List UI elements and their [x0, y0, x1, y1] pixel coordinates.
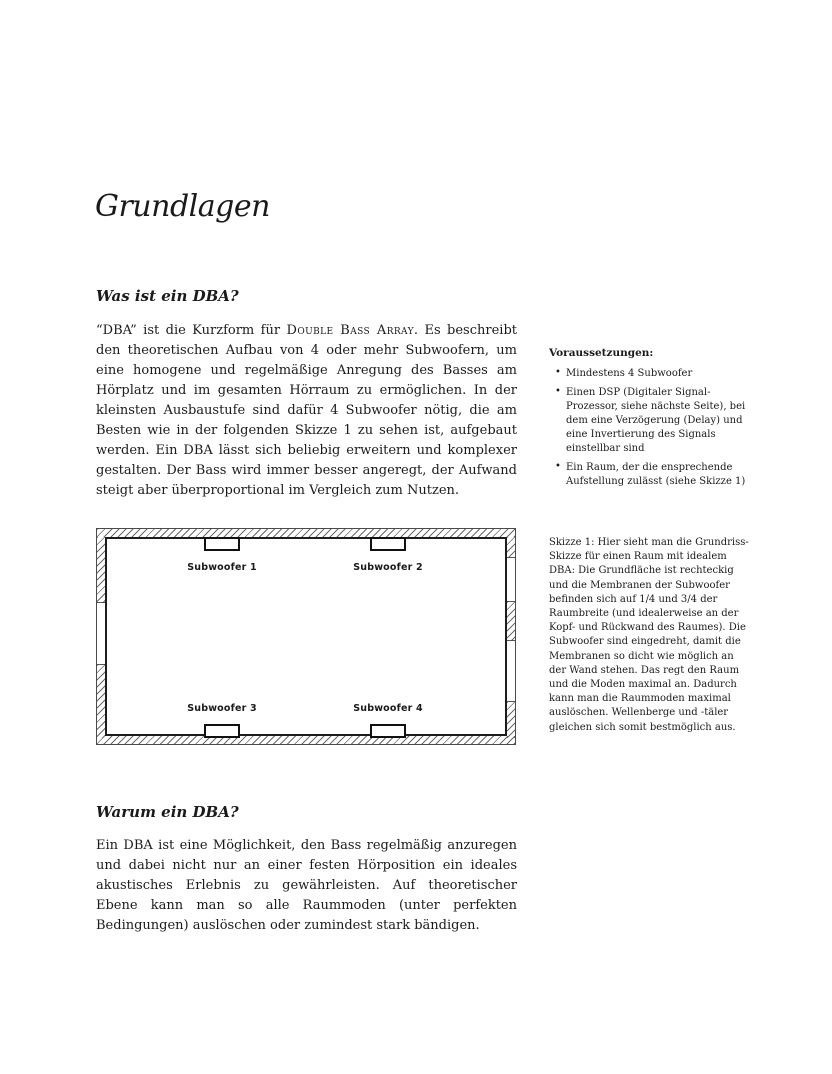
paragraph-1-smallcaps-term: Double Bass Array — [286, 323, 414, 338]
requirement-item-text: Einen DSP (Digitaler Signal-Prozessor, siehe nächste Seite), bei dem eine Verzögerung (Delay) und eine Invertierung des Signals einstellbar sind — [566, 387, 746, 454]
margin-note-requirements — [549, 346, 751, 494]
paragraph-1-text-before: “DBA” ist die Kurzform für — [96, 323, 287, 338]
requirement-item — [549, 461, 751, 489]
paragraph-1-text-after: . Es beschreibt den theoretischen Aufbau von 4 oder mehr Subwoofern, um eine homogene und regelmäßige Anregung des Basses am Hörplatz und im gesamten Hörraum zu ermöglichen. In der kleinsten Ausbaustufe sind dafür 4 Subwoofer nötig, die am Besten wie in der folgenden Skizze 1 zu sehen ist, aufgebaut werden. Ein DBA lässt sich beliebig erweitern und komplexer gestalten. Der Bass wird immer besser angeregt, der Aufwand steigt aber überproportional im Vergleich zum Nutzen. — [96, 323, 517, 498]
bullet-icon: • — [555, 461, 561, 472]
room-wall-left-hatch-lower — [97, 664, 105, 738]
subwoofer-4-box — [370, 724, 406, 738]
subwoofer-2-box — [370, 537, 406, 551]
requirements-heading: Voraussetzungen: — [549, 347, 654, 359]
subwoofer-1-label: Subwoofer 1 — [187, 562, 257, 573]
bullet-icon: • — [555, 386, 561, 397]
subwoofer-4-label: Subwoofer 4 — [353, 703, 423, 714]
room-interior — [105, 537, 507, 736]
room-wall-right-hatch-lower — [507, 701, 515, 738]
requirement-item-text: Ein Raum, der die ensprechende Aufstellung zulässt (siehe Skizze 1) — [566, 462, 746, 487]
section-heading-was-ist-ein-dba: Was ist ein DBA? — [96, 287, 239, 305]
section-heading-warum-ein-dba: Warum ein DBA? — [96, 803, 239, 821]
body-paragraph-1 — [96, 321, 517, 501]
requirement-item — [549, 367, 751, 381]
requirement-item — [549, 386, 751, 456]
subwoofer-2-label: Subwoofer 2 — [353, 562, 423, 573]
requirement-item-text: Mindestens 4 Subwoofer — [566, 368, 693, 379]
page-title: Grundlagen — [95, 189, 270, 224]
subwoofer-1-box — [204, 537, 240, 551]
room-wall-top-hatch — [97, 529, 515, 537]
subwoofer-3-label: Subwoofer 3 — [187, 703, 257, 714]
room-wall-right-hatch-middle — [507, 601, 515, 641]
room-wall-right-hatch-upper — [507, 537, 515, 558]
sketch-caption: Skizze 1: Hier sieht man die Grundriss-Skizze für einen Raum mit idealem DBA: Die Grundfläche ist rechteckig und die Membranen der Subwoofer befinden sich auf 1/4 und 3/4 der Raumbreite (und idealerweise an der Kopf- und Rückwand des Raumes). Die Subwoofer sind eingedreht, damit die Membranen so dicht wie möglich an der Wand stehen. Das regt den Raum und die Moden maximal an. Dadurch kann man die Raummoden maximal auslöschen. Wellenberge und -täler gleichen sich somit bestmöglich aus. — [549, 537, 749, 733]
room-wall-bottom-hatch — [97, 736, 515, 744]
bullet-icon: • — [555, 367, 561, 378]
room-wall-left-hatch-upper — [97, 537, 105, 603]
body-paragraph-2: Ein DBA ist eine Möglichkeit, den Bass regelmäßig anzuregen und dabei nicht nur an einer festen Hörposition ein ideales akustisches Erlebnis zu gewährleisten. Auf theoretischer Ebene kann man so alle Raummoden (unter perfekten Bedingungen) auslöschen oder zumindest stark bändigen. — [96, 838, 517, 933]
subwoofer-3-box — [204, 724, 240, 738]
room-floorplan-diagram — [96, 528, 516, 745]
